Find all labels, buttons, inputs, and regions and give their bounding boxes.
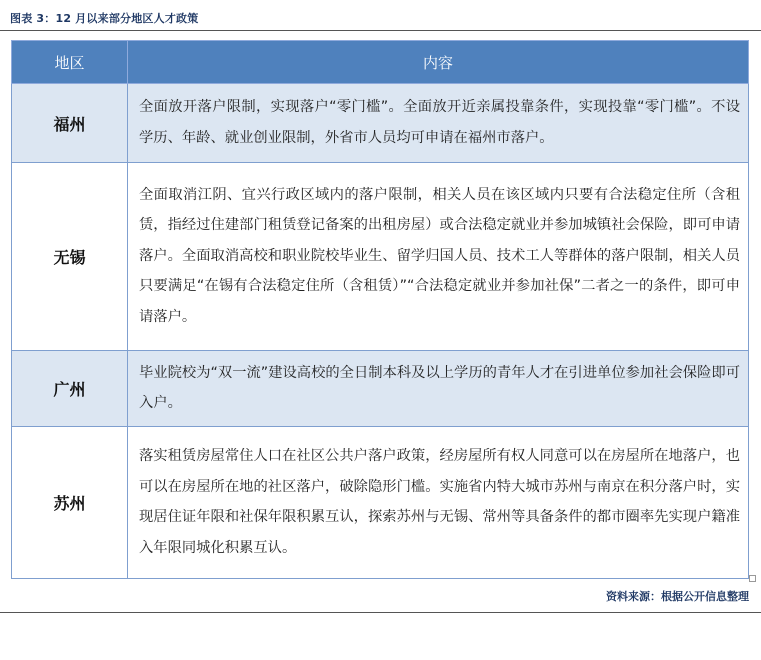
region-cell: 苏州: [12, 427, 128, 579]
region-cell: 福州: [12, 84, 128, 163]
header-content: 内容: [128, 41, 749, 84]
content-cell: 全面取消江阴、宜兴行政区域内的落户限制，相关人员在该区域内只要有合法稳定住所（含租赁，指经过住建部门租赁登记备案的出租房屋）或合法稳定就业并参加城镇社会保险，即可申请落户。全面取消高校和职业院校毕业生、留学归国人员、技术工人等群体的落户限制，相关人员只要满足“在锡有合法稳定住所（含租赁）”“合法稳定就业并参加社保”二者之一的条件，即可申请落户。: [128, 163, 749, 351]
content-cell: 全面放开落户限制，实现落户“零门槛”。全面放开近亲属投靠条件，实现投靠“零门槛”。不设学历、年龄、就业创业限制，外省市人员均可申请在福州市落户。: [128, 84, 749, 163]
bottom-divider: [0, 612, 761, 613]
region-cell: 广州: [12, 351, 128, 427]
table-row-guangzhou: [12, 351, 749, 427]
content-cell: 落实租赁房屋常住人口在社区公共户落户政策，经房屋所有权人同意可以在房屋所在地落户，也可以在房屋所在地的社区落户，破除隐形门槛。实施省内特大城市苏州与南京在积分落户时，实现居住证年限和社保年限积累互认，探索苏州与无锡、常州等具备条件的都市圈率先实现户籍准入年限同城化积累互认。: [128, 427, 749, 579]
table-row-fuzhou: [12, 84, 749, 163]
content-cell: 毕业院校为“双一流”建设高校的全日制本科及以上学历的青年人才在引进单位参加社会保险即可入户。: [128, 351, 749, 427]
region-cell: 无锡: [12, 163, 128, 351]
policy-table: [11, 40, 749, 579]
top-divider: [0, 30, 761, 31]
table-header-row: [12, 41, 749, 84]
header-region: 地区: [12, 41, 128, 84]
table-resize-handle: [749, 575, 756, 582]
figure-caption: 图表 3：12 月以来部分地区人才政策: [10, 12, 199, 25]
table-row-suzhou: [12, 427, 749, 579]
table-row-wuxi: [12, 163, 749, 351]
source-note: 资料来源：根据公开信息整理: [606, 590, 749, 603]
